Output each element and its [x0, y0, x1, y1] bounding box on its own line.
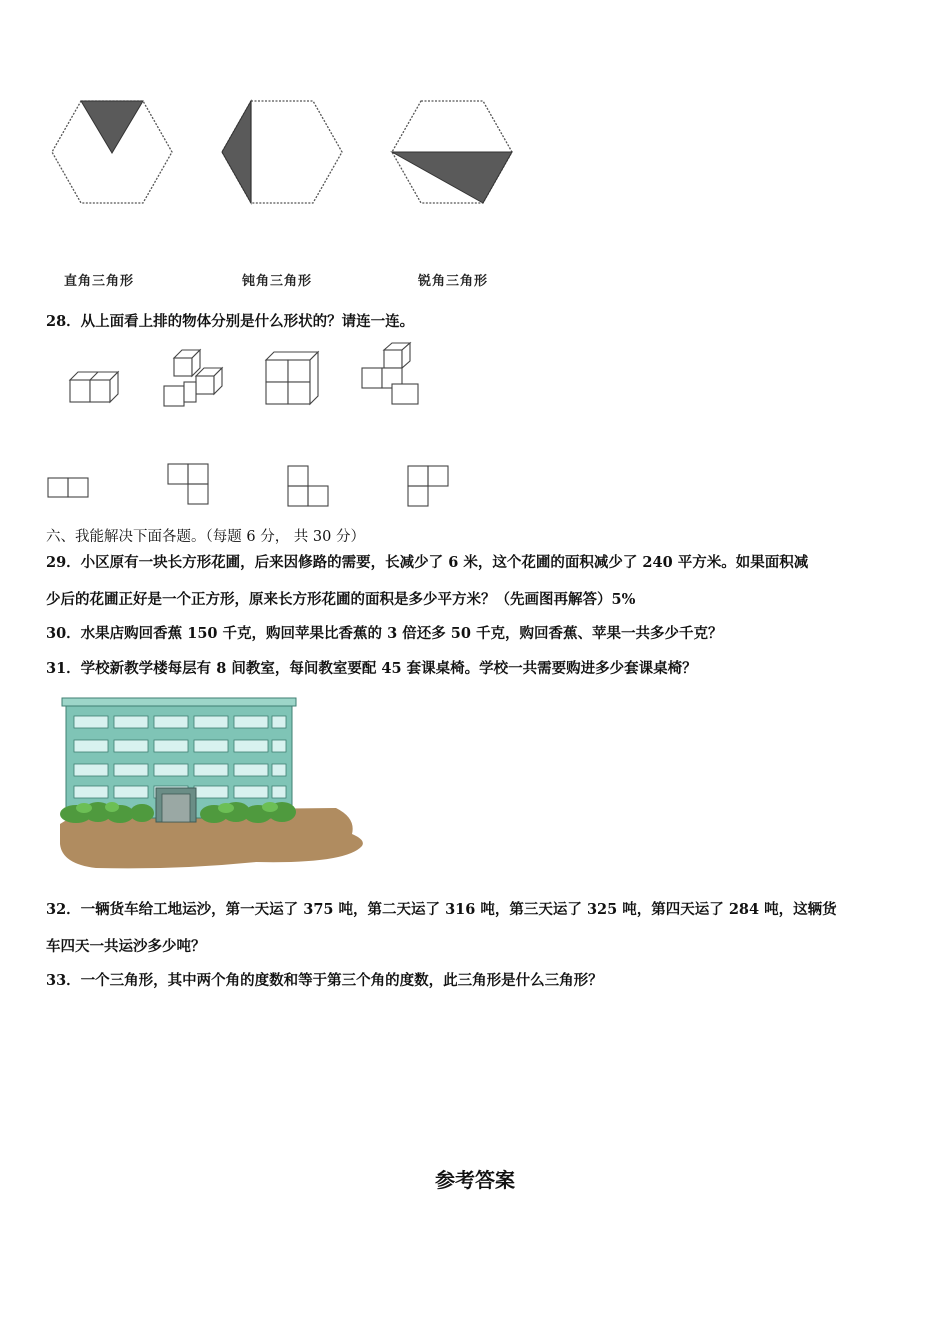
question-32-line-1: 32．一辆货车给工地运沙，第一天运了 375 吨，第二天运了 316 吨，第三天运了 325 吨，第四天运了 284 吨，这辆货 [46, 901, 837, 918]
question-28: 28．从上面看上排的物体分别是什么形状的？请连一连。 [46, 313, 415, 330]
question-29-line-2: 少后的花圃正好是一个正方形，原来长方形花圃的面积是多少平方米？（先画图再解答）5% [46, 591, 636, 608]
cube-stack-figure-2 [160, 346, 228, 410]
top-view-option-2 [164, 462, 212, 508]
top-view-option-4 [404, 462, 452, 510]
answer-section-title: 参考答案 [435, 1168, 515, 1192]
question-31: 31．学校新教学楼每层有 8 间教室，每间教室要配 45 套课桌椅。学校一共需要购进多少套课桌椅？ [46, 660, 697, 677]
question-32-line-2: 车四天一共运沙多少吨？ [46, 938, 206, 955]
cube-stack-figure-1 [66, 360, 126, 408]
caption-obtuse-triangle: 钝角三角形 [242, 274, 313, 289]
top-view-option-1 [46, 476, 92, 500]
school-building-illustration [56, 694, 368, 878]
question-33: 33．一个三角形，其中两个角的度数和等于第三个角的度数，此三角形是什么三角形？ [46, 972, 603, 989]
question-30: 30．水果店购回香蕉 150 千克，购回苹果比香蕉的 3 倍还多 50 千克，购回香蕉、苹果一共多少千克？ [46, 625, 723, 642]
cube-stack-figure-4 [356, 340, 426, 410]
caption-acute-triangle: 锐角三角形 [418, 274, 489, 289]
question-29-line-1: 29．小区原有一块长方形花圃，后来因修路的需要，长减少了 6 米，这个花圃的面积减少了 240 平方米。如果面积减 [46, 554, 809, 571]
hexagon-obtuse-triangle-figure [218, 96, 346, 208]
caption-right-triangle: 直角三角形 [64, 274, 135, 289]
cube-stack-figure-3 [262, 348, 324, 410]
section-6-heading: 六、我能解决下面各题。（每题 6 分， 共 30 分） [46, 529, 365, 545]
hexagon-acute-triangle-figure [388, 96, 516, 208]
top-view-option-3 [284, 462, 332, 510]
hexagon-right-triangle-figure [48, 96, 176, 208]
